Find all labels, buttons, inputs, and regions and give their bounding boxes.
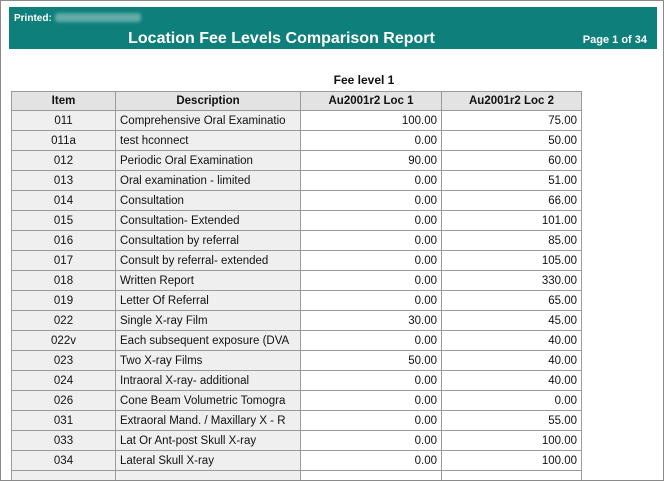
table-row (12, 311, 582, 331)
cell-loc2-fee: 101.00 (442, 211, 582, 231)
cell-item: 018 (12, 271, 116, 291)
table-row (12, 231, 582, 251)
cell-loc1-fee: 0.00 (301, 131, 442, 151)
table-row (12, 331, 582, 351)
cell-description: Comprehensive Oral Examinatio (116, 111, 301, 131)
cell-loc1-fee: 100.00 (301, 111, 442, 131)
cell-loc1-fee: 0.00 (301, 451, 442, 471)
cell-item: 022v (12, 331, 116, 351)
cell-loc2-fee: 105.00 (442, 251, 582, 271)
table-row (12, 411, 582, 431)
cell-description: Single X-ray Film (116, 311, 301, 331)
cell-loc2-fee: 75.00 (442, 111, 582, 131)
cell-item: 015 (12, 211, 116, 231)
cell-loc2-fee: 330.00 (442, 271, 582, 291)
cell-loc1-fee: 0.00 (301, 191, 442, 211)
cell-item: 014 (12, 191, 116, 211)
cell-description: test hconnect (116, 131, 301, 151)
cell-description: Each subsequent exposure (DVA (116, 331, 301, 351)
table-row (12, 151, 582, 171)
cell-item: 033 (12, 431, 116, 451)
cell-loc1-fee: 0.00 (301, 331, 442, 351)
column-header-loc1: Au2001r2 Loc 1 (301, 92, 442, 111)
report-header (9, 7, 657, 49)
cell-description: Letter Of Referral (116, 291, 301, 311)
fee-level-title: Fee level 1 (333, 73, 395, 87)
cell-description: Consultation- Extended (116, 211, 301, 231)
table-row (12, 451, 582, 471)
cell-item: 022 (12, 311, 116, 331)
cell-loc1-fee: 90.00 (301, 151, 442, 171)
table-row (12, 251, 582, 271)
cell-item: 011a (12, 131, 116, 151)
table-row (12, 191, 582, 211)
cell-loc2-fee: 50.00 (442, 131, 582, 151)
cell-loc1-fee: 0.00 (301, 411, 442, 431)
table-row (12, 131, 582, 151)
cell-loc1-fee: 0.00 (301, 371, 442, 391)
column-header-description: Description (116, 92, 301, 111)
cell-loc2-fee: 66.00 (442, 191, 582, 211)
table-row (12, 391, 582, 411)
table-row (12, 211, 582, 231)
cell-loc2-fee: 55.00 (442, 411, 582, 431)
cell-description: Periodic Oral Examination (116, 151, 301, 171)
cell-loc1-fee: 0.00 (301, 391, 442, 411)
cell-loc2-fee (442, 471, 582, 481)
cell-loc1-fee (301, 471, 442, 481)
cell-description: Intraoral X-ray- additional (116, 371, 301, 391)
cell-description: Consultation (116, 191, 301, 211)
cell-loc2-fee: 51.00 (442, 171, 582, 191)
table-body (12, 111, 582, 481)
table-row (12, 171, 582, 191)
cell-item: 019 (12, 291, 116, 311)
cell-description: Extraoral Mand. / Maxillary X - R (116, 411, 301, 431)
cell-description: Written Report (116, 271, 301, 291)
column-header-loc2: Au2001r2 Loc 2 (442, 92, 582, 111)
cell-loc1-fee: 0.00 (301, 231, 442, 251)
cell-description: Consult by referral- extended (116, 251, 301, 271)
cell-loc2-fee: 100.00 (442, 431, 582, 451)
cell-description: Lat Or Ant-post Skull X-ray (116, 431, 301, 451)
table-row (12, 351, 582, 371)
cell-loc1-fee: 30.00 (301, 311, 442, 331)
cell-description: Two X-ray Films (116, 351, 301, 371)
cell-item: 024 (12, 371, 116, 391)
report-title: Location Fee Levels Comparison Report (128, 30, 435, 47)
cell-loc2-fee: 85.00 (442, 231, 582, 251)
cell-loc2-fee: 40.00 (442, 351, 582, 371)
cell-item: 012 (12, 151, 116, 171)
table-row (12, 111, 582, 131)
printed-label (14, 13, 141, 24)
table-row (12, 371, 582, 391)
cell-item: 031 (12, 411, 116, 431)
table-row (12, 271, 582, 291)
cell-description (116, 471, 301, 481)
cell-loc2-fee: 40.00 (442, 331, 582, 351)
column-header-item: Item (12, 92, 116, 111)
cell-description: Consultation by referral (116, 231, 301, 251)
cell-loc2-fee: 65.00 (442, 291, 582, 311)
cell-loc2-fee: 100.00 (442, 451, 582, 471)
table-row (12, 291, 582, 311)
table-row (12, 431, 582, 451)
cell-item (12, 471, 116, 481)
cell-loc1-fee: 0.00 (301, 431, 442, 451)
table-row (12, 471, 582, 481)
cell-item: 023 (12, 351, 116, 371)
cell-loc2-fee: 45.00 (442, 311, 582, 331)
cell-description: Oral examination - limited (116, 171, 301, 191)
cell-loc1-fee: 0.00 (301, 291, 442, 311)
cell-description: Cone Beam Volumetric Tomogra (116, 391, 301, 411)
cell-loc1-fee: 50.00 (301, 351, 442, 371)
cell-loc1-fee: 0.00 (301, 251, 442, 271)
fee-comparison-table (11, 91, 582, 481)
cell-loc2-fee: 60.00 (442, 151, 582, 171)
page-number: Page 1 of 34 (582, 34, 647, 46)
cell-loc2-fee: 0.00 (442, 391, 582, 411)
printed-date-redacted (55, 13, 141, 22)
cell-loc1-fee: 0.00 (301, 171, 442, 191)
cell-item: 017 (12, 251, 116, 271)
cell-loc1-fee: 0.00 (301, 271, 442, 291)
cell-loc1-fee: 0.00 (301, 211, 442, 231)
cell-description: Lateral Skull X-ray (116, 451, 301, 471)
printed-label-text: Printed: (14, 13, 52, 24)
cell-loc2-fee: 40.00 (442, 371, 582, 391)
cell-item: 013 (12, 171, 116, 191)
table-header-row (12, 92, 582, 111)
cell-item: 034 (12, 451, 116, 471)
cell-item: 011 (12, 111, 116, 131)
cell-item: 016 (12, 231, 116, 251)
cell-item: 026 (12, 391, 116, 411)
